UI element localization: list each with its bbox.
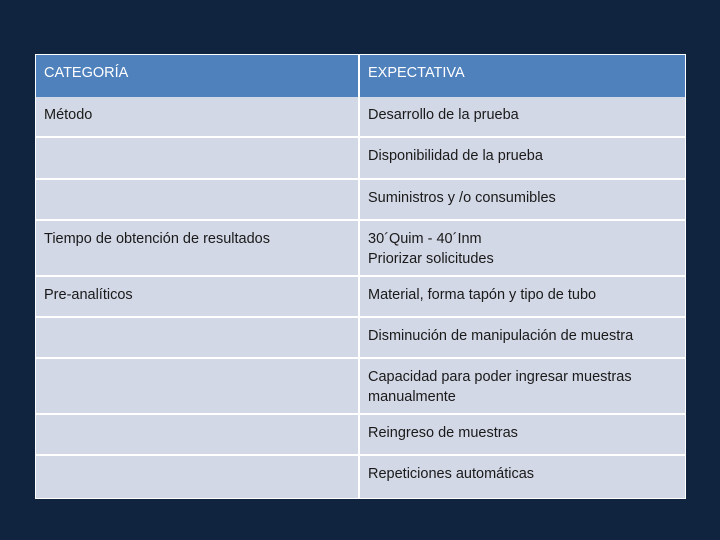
table-row (36, 415, 685, 456)
row-category: Pre-analíticos (36, 277, 360, 318)
expectation-line: Disponibilidad de la prueba (368, 148, 543, 164)
expectation-line: 30´Quim - 40´Inm (368, 231, 482, 247)
row-expectation (360, 221, 685, 277)
expectation-line: manualmente (368, 389, 456, 405)
row-category (36, 415, 360, 456)
table-row (36, 359, 685, 415)
table-row (36, 97, 685, 138)
expectations-table (35, 54, 686, 499)
row-category (36, 456, 360, 498)
expectation-line: Material, forma tapón y tipo de tubo (368, 287, 597, 303)
row-category (36, 359, 360, 415)
expectation-line: Disminución de manipulación de muestra (368, 328, 634, 344)
row-expectation (360, 180, 685, 221)
expectation-line: Priorizar solicitudes (368, 251, 494, 267)
row-expectation (360, 456, 685, 498)
expectation-line: Repeticiones automáticas (368, 466, 535, 482)
expectation-line: Desarrollo de la prueba (368, 107, 519, 123)
row-category: Método (36, 97, 360, 138)
header-categoria: CATEGORÍA (36, 55, 360, 97)
row-expectation (360, 318, 685, 359)
table-header-row (36, 55, 685, 97)
expectation-line: Capacidad para poder ingresar muestras (368, 369, 632, 385)
row-category (36, 138, 360, 180)
row-category (36, 180, 360, 221)
table-row (36, 277, 685, 318)
table-row (36, 318, 685, 359)
header-expectativa: EXPECTATIVA (360, 55, 685, 97)
row-expectation (360, 415, 685, 456)
table-row (36, 180, 685, 221)
row-category: Tiempo de obtención de resultados (36, 221, 360, 277)
row-expectation (360, 359, 685, 415)
table-row (36, 456, 685, 498)
expectation-line: Reingreso de muestras (368, 425, 518, 441)
expectation-line: Suministros y /o consumibles (368, 190, 556, 206)
table-row (36, 221, 685, 277)
row-expectation (360, 97, 685, 138)
row-expectation (360, 277, 685, 318)
row-category (36, 318, 360, 359)
table-row (36, 138, 685, 180)
row-expectation (360, 138, 685, 180)
